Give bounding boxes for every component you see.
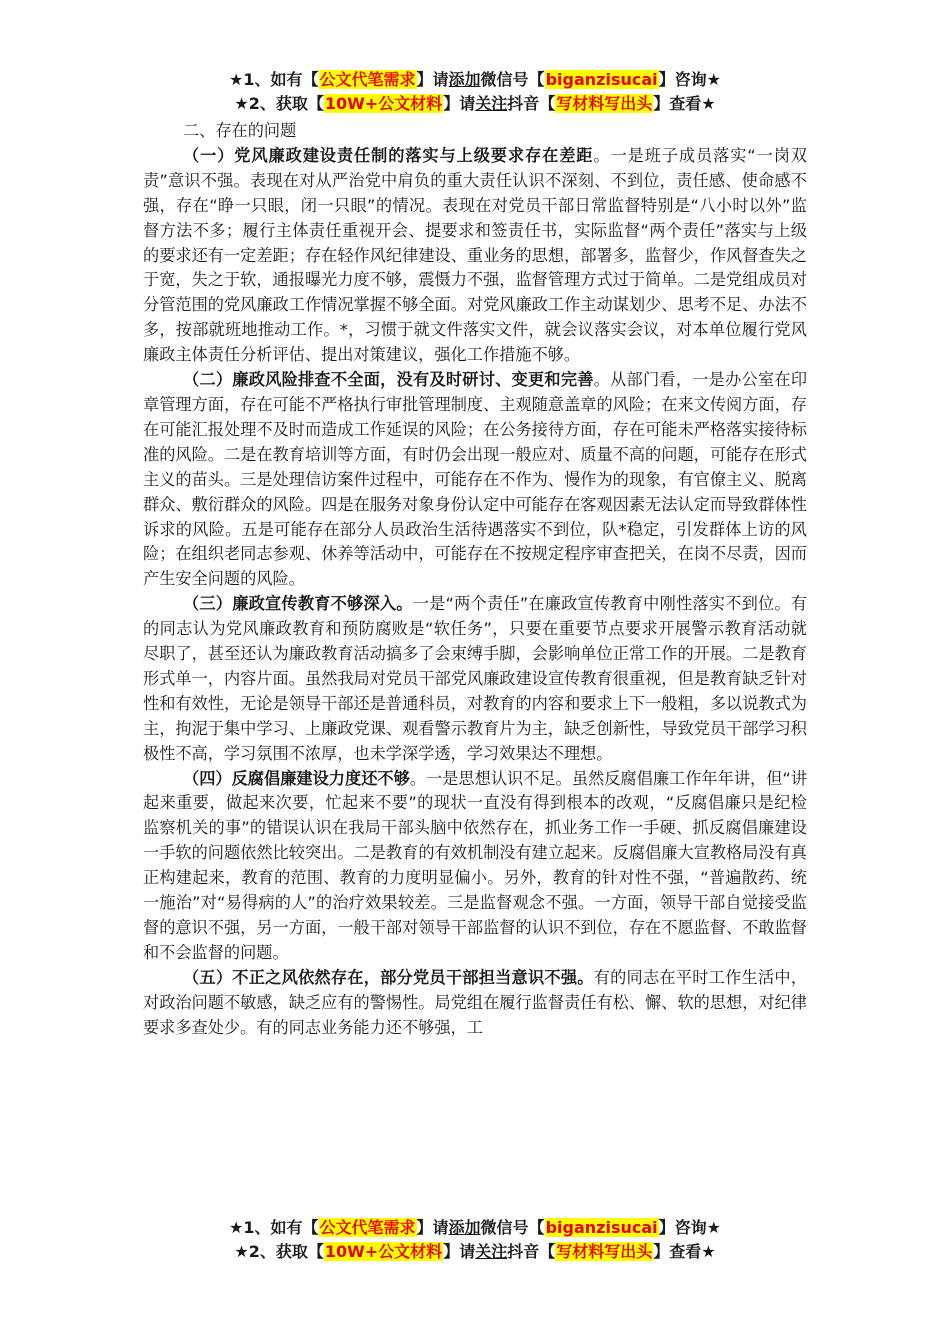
paragraph-1 [143,144,807,368]
paragraph-5 [143,966,807,1041]
paragraph-heading: （五）不正之风依然存在，部分党员干部担当意识不强。 [183,967,594,987]
highlight-wechat-id: biganzisucai [545,70,658,89]
underline-keyword: 添加 [448,70,481,89]
promo-line-1: ★1、如有【公文代笔需求】请添加微信号【biganzisucai】咨询★ [229,70,721,89]
promo-line-2: ★2、获取【10W+公文材料】请关注抖音【写材料写出头】查看★ [234,94,716,113]
paragraph-text: 。一是班子成员落实“一岗双责”意识不强。表现在对从严治党中肩负的重大责任认识不深刻、不到位，责任感、使命感不强，存在“睁一只眼，闭一只眼”的情况。表现在对党员干部日常监督特别是“八小时以外”监督方法不多；履行主体责任重视开会、提要求和签责任书，实际监督“两个责任”落实与上级的要求还有一定差距；存在轻作风纪律建设、重业务的思想，部署多，监督少，作风督查失之于宽，失之于软，通报曝光力度不够，震慑力不强，监督管理方式过于简单。二是党组成员对分管范围的党风廉政工作情况掌握不够全面。对党风廉政工作主动谋划少、思考不足、办法不多，按部就班地推动工作。*，习惯于就文件落实文件，就会议落实会议，对本单位履行党风廉政主体责任分析评估、提出对策建议，强化工作措施不够。 [143,145,807,365]
highlight-materials: 10W+公文材料 [324,94,443,113]
promo-line-1: ★1、如有【公文代笔需求】请添加微信号【biganzisucai】咨询★ [229,1218,721,1237]
paragraph-text: 一是“两个责任”在廉政宣传教育中刚性落实不到位。有的同志认为党风廉政教育和预防腐败是“软任务”，只要在重要节点要求开展警示教育活动就尽职了，甚至还认为廉政教育活动搞多了会束缚手脚，会影响单位正常工作的开展。二是教育形式单一，内容片面。虽然我局对党员干部党风廉政建设宣传教育很重视，但是教育缺乏针对性和有效性，无论是领导干部还是普通科员，对教育的内容和要求上下一般粗，多以说教式为主，拘泥于集中学习、上廉政党课、观看警示教育片为主，缺乏创新性，导致党员干部学习积极性不高，学习氛围不浓厚，也未学深学透，学习效果达不理想。 [143,594,808,763]
paragraph-2 [143,368,807,592]
paragraph-text: 有的同志在平时工作生活中，对政治问题不敏感，缺乏应有的警惕性。局党组在履行监督责任有松、懈、软的思想，对纪律要求多查处少。有的同志业务能力还不够强，工 [143,967,808,1037]
underline-keyword: 添加 [448,1218,481,1237]
paragraph-4 [143,767,807,966]
highlight-douyin-account: 写材料写出头 [556,94,653,113]
document-body [143,119,807,1041]
promo-line-2: ★2、获取【10W+公文材料】请关注抖音【写材料写出头】查看★ [234,1242,716,1261]
highlight-douyin-account: 写材料写出头 [556,1242,653,1261]
paragraph-heading: （一）党风廉政建设责任制的落实与上级要求存在差距 [183,145,594,165]
paragraph-heading: （四）反腐倡廉建设力度还不够 [183,768,410,788]
highlight-service: 公文代笔需求 [319,1218,416,1237]
paragraph-text: 。一是思想认识不足。虽然反腐倡廉工作年年讲，但“讲起来重要，做起来次要，忙起来不要”的现状一直没有得到根本的改观，“反腐倡廉只是纪检监察机关的事”的错误认识在我局干部头脑中依然存在，抓业务工作一手硬、抓反腐倡廉建设一手软的问题依然比较突出。二是教育的有效机制没有建立起来。反腐倡廉大宣教格局没有真正构建起来，教育的范围、教育的力度明显偏小。另外，教育的针对性不强，“普遍散药、统一施治”对“易得病的人”的治疗效果较差。三是监督观念不强。一方面，领导干部自觉接受监督的意识不强，另一方面，一般干部对领导干部监督的认识不到位，存在不愿监督、不敢监督和不会监督的问题。 [143,768,808,962]
highlight-materials: 10W+公文材料 [324,1242,443,1261]
paragraph-heading: （三）廉政宣传教育不够深入。 [183,594,413,614]
highlight-wechat-id: biganzisucai [545,1218,658,1237]
paragraph-heading: （二）廉政风险排查不全面，没有及时研讨、变更和完善 [183,370,594,390]
promo-banner-top [0,68,950,116]
underline-keyword: 关注 [475,1242,508,1261]
section-title: 二、存在的问题 [183,121,297,140]
paragraph-3 [143,592,807,766]
underline-keyword: 关注 [475,94,508,113]
paragraph-text: 。从部门看，一是办公室在印章管理方面，存在可能不严格执行审批管理制度、主观随意盖章的风险；在来文传阅方面，存在可能汇报处理不及时而造成工作延误的风险；在公务接待方面，存在可能未严格落实接待标准的风险。二是在教育培训等方面，有时仍会出现一般应对、质量不高的问题，可能存在形式主义的苗头。三是处理信访案件过程中，可能存在不作为、慢作为的现象，有官僚主义、脱离群众、敷衍群众的风险。四是在服务对象身份认定中可能存在客观因素无法认定而导致群体性诉求的风险。五是可能存在部分人员政治生活待遇落实不到位，队*稳定，引发群体上访的风险；在组织老同志参观、休养等活动中，可能存在不按规定程序审查把关，在岗不尽责，因而产生安全问题的风险。 [143,370,808,589]
promo-banner-bottom [0,1216,950,1264]
highlight-service: 公文代笔需求 [319,70,416,89]
